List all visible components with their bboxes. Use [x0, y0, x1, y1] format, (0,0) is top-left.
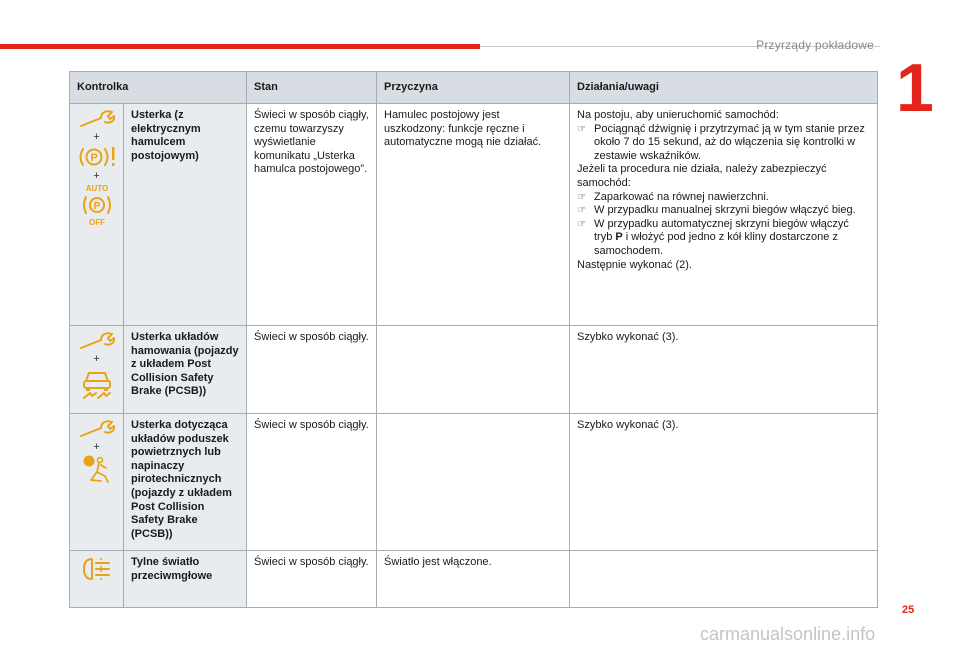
indicator-icon-cell	[70, 326, 124, 414]
bullet-arrow-icon: ☞	[577, 205, 586, 217]
indicator-icon-cell	[70, 414, 124, 551]
action-step: ☞ W przypadku automatycznej skrzyni biegów włączyć tryb P i włożyć pod jedno z kół kliny dostarczone z samochodem.	[577, 217, 849, 257]
rear-fog-light-icon	[81, 556, 113, 582]
bullet-arrow-icon: ☞	[577, 123, 586, 135]
section-title: Przyrządy pokładowe	[756, 38, 874, 52]
table-row	[70, 104, 878, 326]
indicator-action: Szybko wykonać (3).	[570, 326, 878, 414]
actions-middle: Jeżeli ta procedura nie działa, należy zabezpieczyć samochód:	[577, 163, 827, 189]
header-przyczyna: Przyczyna	[377, 72, 570, 104]
indicator-action: Szybko wykonać (3).	[570, 414, 878, 551]
indicator-icon-cell	[70, 104, 124, 326]
plus-sign: +	[93, 170, 100, 182]
bullet-arrow-icon: ☞	[577, 191, 586, 203]
indicator-cause	[377, 414, 570, 551]
indicator-state: Świeci w sposób ciągły.	[247, 326, 377, 414]
indicator-name: Usterka (z elektrycznym hamulcem postojowym)	[124, 104, 247, 326]
header-kontrolka: Kontrolka	[70, 72, 247, 104]
wrench-icon	[77, 331, 117, 353]
header-stan: Stan	[247, 72, 377, 104]
indicator-state: Świeci w sposób ciągły.	[247, 414, 377, 551]
indicator-name: Usterka układów hamowania (pojazdy z układem Post Collision Safety Brake (PCSB))	[124, 326, 247, 414]
table-row	[70, 551, 878, 608]
plus-sign: +	[93, 441, 100, 453]
wrench-icon	[77, 419, 117, 441]
indicator-icon-cell	[70, 551, 124, 608]
svg-text:OFF: OFF	[88, 218, 105, 227]
action-step: ☞ W przypadku manualnej skrzyni biegów włączyć bieg.	[577, 204, 856, 217]
action-step: ☞ Zaparkować na równej nawierzchni.	[577, 190, 769, 203]
header-dzialania: Działania/uwagi	[570, 72, 878, 104]
bullet-arrow-icon: ☞	[577, 218, 586, 230]
indicator-cause	[377, 326, 570, 414]
svg-text:P: P	[93, 201, 100, 212]
airbag-icon	[81, 454, 113, 486]
table-row	[70, 326, 878, 414]
plus-sign: +	[93, 131, 100, 143]
action-step: ☞ Pociągnąć dźwignię i przytrzymać ją w tym stanie przez około 7 do 15 sekund, aż do włączenia się kontrolki w zestawie wskaźników.	[577, 122, 865, 162]
actions-intro: Na postoju, aby unieruchomić samochód:	[577, 109, 779, 121]
watermark: carmanualsonline.info	[700, 624, 876, 644]
svg-text:P: P	[89, 152, 98, 164]
indicator-actions	[570, 104, 878, 326]
wrench-icon	[77, 109, 117, 131]
indicator-cause: Światło jest włączone.	[377, 551, 570, 608]
auto-p-off-icon	[80, 183, 114, 227]
page-number: 25	[902, 604, 915, 616]
chapter-number: 1	[896, 50, 934, 126]
table-row	[70, 414, 878, 551]
indicator-state: Świeci w sposób ciągły, czemu towarzyszy wyświetlanie komunikatu „Usterka hamulca postojowego”.	[247, 104, 377, 326]
indicator-name: Usterka dotycząca układów poduszek powietrznych lub napinaczy pirotechnicznych (pojazdy z układem Post Collision Safety Brake (PCSB))	[124, 414, 247, 551]
svg-text:AUTO: AUTO	[85, 184, 108, 193]
pcsb-icon	[80, 366, 114, 400]
header-red-bar	[0, 44, 480, 49]
actions-outro: Następnie wykonać (2).	[577, 258, 692, 271]
plus-sign: +	[93, 353, 100, 365]
indicator-cause: Hamulec postojowy jest uszkodzony: funkcje ręczne i automatyczne mogą nie działać.	[377, 104, 570, 326]
parking-brake-fault-icon	[77, 144, 117, 170]
indicator-action	[570, 551, 878, 608]
indicator-name: Tylne światło przeciwmgłowe	[124, 551, 247, 608]
indicator-state: Świeci w sposób ciągły.	[247, 551, 377, 608]
indicator-table	[69, 71, 878, 608]
table-header-row	[70, 72, 878, 104]
